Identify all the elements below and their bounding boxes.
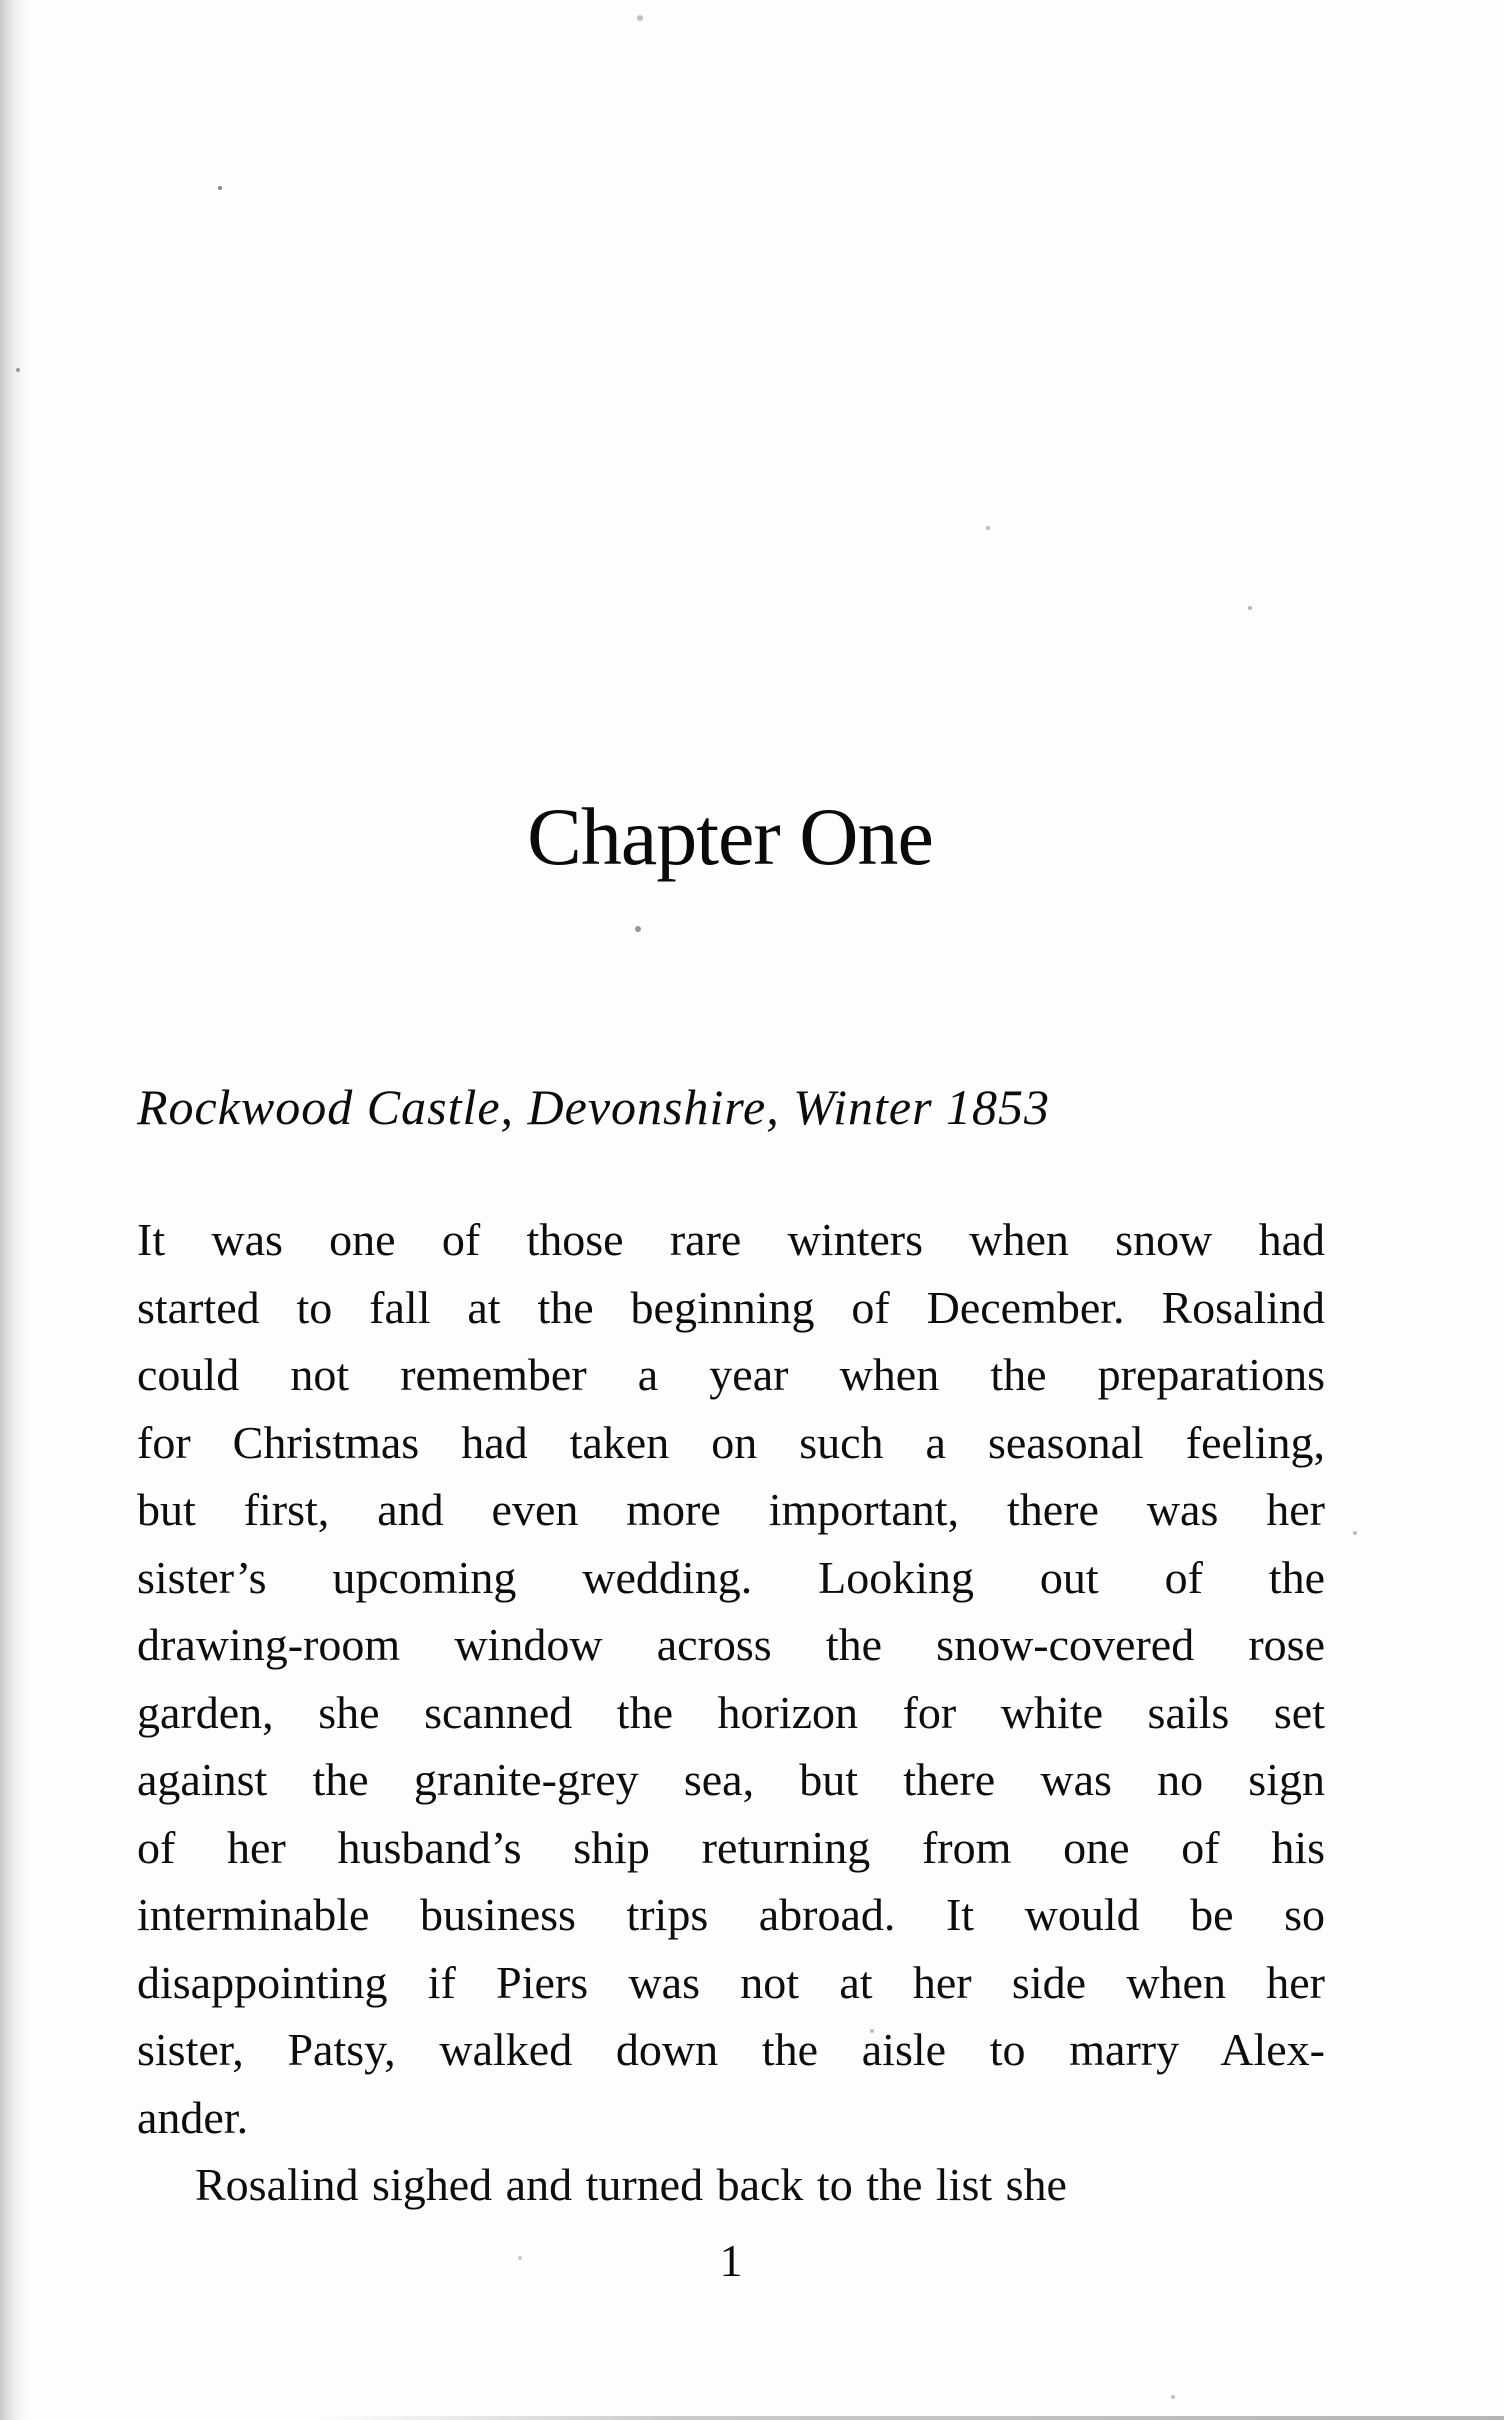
text-line: interminable business trips abroad. It would be so	[137, 1889, 1325, 1940]
text-line: It was one of those rare winters when snow had	[137, 1214, 1325, 1265]
text-line: of her husband’s ship returning from one of his	[137, 1821, 1325, 1873]
page-number: 1	[719, 2235, 743, 2286]
text-line: against the granite-grey sea, but there was no sign	[137, 1754, 1325, 1805]
text-line: garden, she scanned the horizon for white sails set	[137, 1686, 1325, 1738]
scan-noise-specks	[218, 186, 222, 190]
scene-setting-subtitle: Rockwood Castle, Devonshire, Winter 1853	[137, 1079, 1051, 1135]
text-line: but first, and even more important, there was her	[137, 1484, 1325, 1535]
text-line: Rosalind sighed and turned back to the list she	[195, 2159, 1067, 2210]
scan-gutter-shadow	[0, 0, 30, 2420]
text-line: drawing-room window across the snow-covered rose	[137, 1619, 1325, 1670]
text-line: for Christmas had taken on such a seasonal feeling,	[137, 1416, 1325, 1468]
scan-bottom-edge-shadow	[320, 2416, 1504, 2420]
chapter-heading: Chapter One	[527, 791, 933, 882]
text-line: disappointing if Piers was not at her side when her	[137, 1956, 1325, 2008]
text-line: started to fall at the beginning of December. Rosalind	[137, 1281, 1325, 1333]
text-line: sister, Patsy, walked down the aisle to marry Alex-	[137, 2024, 1325, 2075]
text-line: could not remember a year when the preparations	[137, 1349, 1325, 1400]
body-text	[137, 1206, 1325, 2219]
text-line: ander.	[137, 2091, 249, 2143]
text-line: sister’s upcoming wedding. Looking out of the	[137, 1551, 1325, 1603]
